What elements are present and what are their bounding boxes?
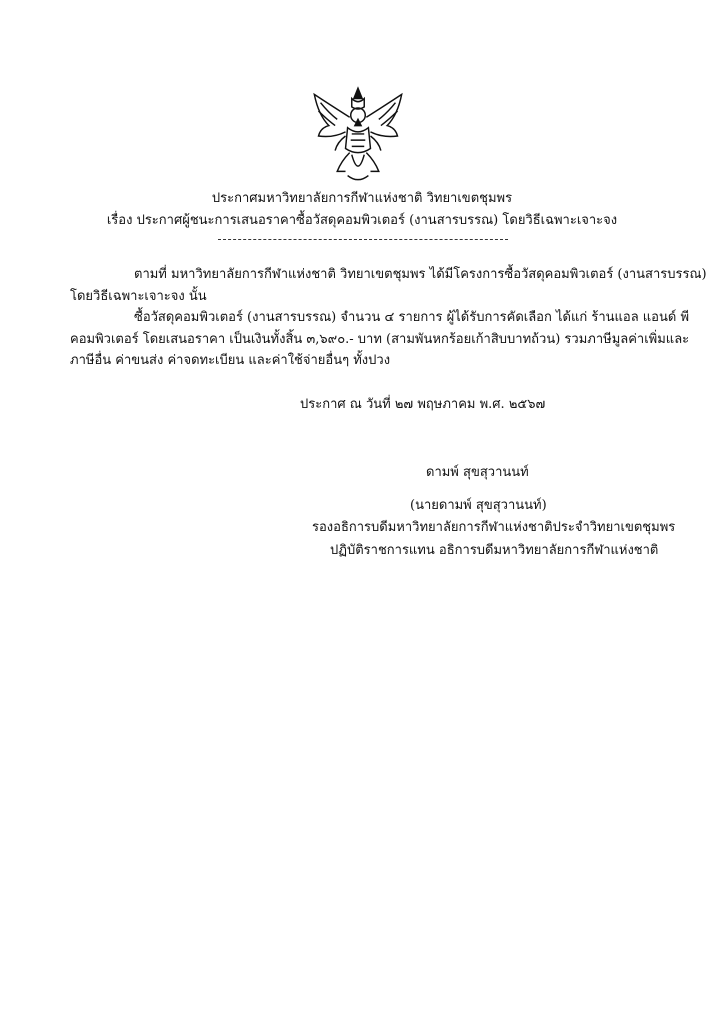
paragraph-1-line-1: ตามที่ มหาวิทยาลัยการกีฬาแห่งชาติ วิทยาเขตชุมพร ได้มีโครงการซื้อวัสดุคอมพิวเตอร์ (งานสารบรรณ) <box>134 267 707 282</box>
header-divider <box>218 239 508 240</box>
announcement-title: ประกาศมหาวิทยาลัยการกีฬาแห่งชาติ วิทยาเขตชุมพร <box>211 191 513 206</box>
signer-position-line-2: ปฏิบัติราชการแทน อธิการบดีมหาวิทยาลัยการกีฬาแห่งชาติ <box>330 543 659 558</box>
announcement-date: ประกาศ ณ วันที่ ๒๗ พฤษภาคม พ.ศ. ๒๕๖๗ <box>300 397 546 412</box>
announcement-subject: เรื่อง ประกาศผู้ชนะการเสนอราคาซื้อวัสดุคอมพิวเตอร์ (งานสารบรรณ) โดยวิธีเฉพาะเจาะจง <box>106 213 618 228</box>
garuda-emblem-icon <box>306 84 410 188</box>
paragraph-2-line-3: ภาษีอื่น ค่าขนส่ง ค่าจดทะเบียน และค่าใช้จ่ายอื่นๆ ทั้งปวง <box>70 353 391 368</box>
paragraph-2-line-1: ซื้อวัสดุคอมพิวเตอร์ (งานสารบรรณ) จำนวน ๔ รายการ ผู้ได้รับการคัดเลือก ได้แก่ ร้านแอล แอนด์ พี <box>134 310 690 325</box>
printed-name: (นายดามพ์ สุขสุวานนท์) <box>410 498 547 513</box>
paragraph-2-line-2: คอมพิวเตอร์ โดยเสนอราคา เป็นเงินทั้งสิ้น ๓,๖๙๐.- บาท (สามพันหกร้อยเก้าสิบบาทถ้วน) รวมภาษีมูลค่าเพิ่มและ <box>70 332 690 347</box>
paragraph-1-line-2: โดยวิธีเฉพาะเจาะจง นั้น <box>70 289 207 304</box>
signed-name: ดามพ์ สุขสุวานนท์ <box>426 465 529 480</box>
signer-position-line-1: รองอธิการบดีมหาวิทยาลัยการกีฬาแห่งชาติประจำวิทยาเขตชุมพร <box>312 520 676 535</box>
